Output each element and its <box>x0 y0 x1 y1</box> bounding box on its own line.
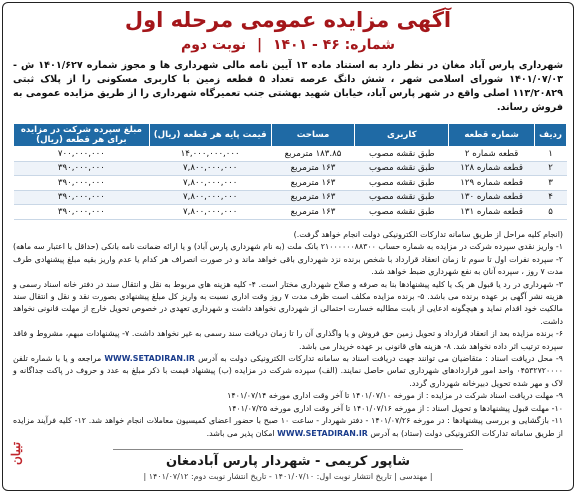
setad-website-link[interactable]: WWW.SETADIRAN.IR <box>277 428 368 438</box>
table-row <box>14 161 567 176</box>
cell-base-price: ۷,۸۰۰,۰۰۰,۰۰۰ <box>149 205 271 220</box>
cell-area: ۱۶۳ مترمربع <box>271 205 355 220</box>
cell-plot: قطعه شماره ۱۲۹ <box>449 176 535 191</box>
divider <box>113 449 463 450</box>
condition-text: ۱۱- بازگشایی و بررسی پیشنهادها : در مورخه ۱۴۰۱/۰۷/۲۶ - دفتر شهردار - ساعت ۱۰ صبح با حضور اعضای کمیسیون معاملات انجام خواهد شد. ۱۲- کلیه فرآیند مزایده از طریق سامانه تدارکات الکترونیکی دولت (ستاد) به آدرس <box>13 416 564 438</box>
col-header-base-price: قیمت پایه هر قطعه (ریال) <box>149 124 271 147</box>
cell-area: ۱۸۳.۸۵ مترمربع <box>271 147 355 162</box>
cell-base-price: ۷,۸۰۰,۰۰۰,۰۰۰ <box>149 190 271 205</box>
cell-base-price: ۷,۸۰۰,۰۰۰,۰۰۰ <box>149 161 271 176</box>
condition-text: امکان پذیر می باشد. <box>206 428 275 438</box>
col-header-row: ردیف <box>535 124 567 147</box>
setad-website-link[interactable]: WWW.SETADIRAN.IR <box>104 354 196 364</box>
cell-deposit: ۳۹۰,۰۰۰,۰۰۰ <box>14 176 150 191</box>
notice-number-line <box>3 35 573 55</box>
condition-paragraph: ۳- شهرداری در رد یا قبول هر یک یا کلیه پیشنهادها بنا به صرفه و صلاح شهرداری مختار است. ۴- کلیه هزینه های مربوط به نقل و انتقال سند در دفتر خانه اسناد رسمی و هزینه نشر آگهی بر عهده برنده می باشد. ۵- برنده مزایده مکلف است ظرف مدت ۷ روز وقت اداری نسبت به واریز کل مبلغ پیشنهادی بصورت نقد و نقل و انتقال سند مالکیت خود اقدام نماید و هیچگونه ادعایی از بابت مطالبه خسارت احتمالی از شهرداری نخواهد داشت و شهرداری تعهدی در خصوص تحویل خارج از مهلت قانونی نخواهد داشت. <box>13 279 564 326</box>
condition-paragraph: ۱۰- مهلت قبول پیشنهادها و تحویل اسناد : از مورخه ۱۴۰۱/۰۷/۱۶ تا آخر وقت اداری مورخه ۱۴۰۱/۰۷/۲۵ <box>227 403 563 413</box>
cell-row: ۱ <box>535 147 567 162</box>
table-header-row <box>14 124 567 147</box>
cell-row: ۵ <box>535 205 567 220</box>
condition-paragraph: ۹- مهلت دریافت اسناد شرکت در مزایده : از مورخه ۱۴۰۱/۰۷/۱۰ تا آخر وقت اداری مورخه ۱۴۰۱/۰۷/۱۴ <box>227 391 563 401</box>
cell-plot: قطعه شماره ۱۳۱ <box>449 205 535 220</box>
notice-title: آگهی مزایده عمومی مرحله اول <box>124 8 452 32</box>
cell-area: ۱۶۳ مترمربع <box>271 190 355 205</box>
cell-use: طبق نقشه مصوب <box>355 205 449 220</box>
col-header-use: کاربری <box>355 124 449 147</box>
cell-deposit: ۳۹۰,۰۰۰,۰۰۰ <box>14 205 150 220</box>
cell-row: ۲ <box>535 161 567 176</box>
cell-area: ۱۶۳ مترمربع <box>271 161 355 176</box>
col-header-plot: شماره قطعه <box>449 124 535 147</box>
cell-row: ۳ <box>535 176 567 191</box>
condition-paragraph <box>13 353 563 390</box>
cell-row: ۴ <box>535 190 567 205</box>
condition-text: مراجعه و یا با شماره تلفن ۰۴۵۳۲۷۲۰۰۰۰ واحد امور قراردادهای شهرداری تماس حاصل نمایند. (الف) سپرده شرکت در مزایده (ب) پیشنهاد قیمت با ذکر مبلغ به عدد و حروف در پاکت جداگانه و لاک و مهر شده تحویل دبیرخانه شهرداری گردد. <box>13 354 563 388</box>
publisher-logo: تبیان <box>9 441 23 465</box>
conditions-text <box>13 229 563 440</box>
auction-notice <box>2 2 574 491</box>
condition-paragraph <box>13 415 563 440</box>
table-row <box>14 147 567 162</box>
cell-deposit: ۳۹۰,۰۰۰,۰۰۰ <box>14 161 150 176</box>
notice-header <box>3 7 573 55</box>
signature-name: شاپور کریمی - شهردار پارس آبادمغان <box>165 454 411 469</box>
cell-use: طبق نقشه مصوب <box>355 176 449 191</box>
signature-block <box>3 453 573 483</box>
condition-text: ۹- محل دریافت اسناد : متقاضیان می توانند جهت دریافت اسناد به سامانه تدارکات الکترونیکی دولت به آدرس <box>198 354 563 364</box>
col-header-deposit: مبلغ سپرده شرکت در مزایده برای هر قطعه (ریال) <box>14 124 150 147</box>
cell-plot: قطعه شماره ۱۲۸ <box>449 161 535 176</box>
cell-use: طبق نقشه مصوب <box>355 190 449 205</box>
cell-base-price: ۱۴,۰۰۰,۰۰۰,۰۰۰ <box>149 147 271 162</box>
publication-dates: | مهندسی | تاریخ انتشار نوبت اول: ۱۴۰۱/۰۷/۱۰ - تاریخ انتشار نوبت دوم: ۱۴۰۱/۰۷/۱۲ | <box>143 472 433 481</box>
col-header-area: مساحت <box>271 124 355 147</box>
notice-round: نوبت دوم <box>180 37 247 53</box>
plots-table <box>13 123 567 220</box>
cell-use: طبق نقشه مصوب <box>355 161 449 176</box>
condition-note: (انجام کلیه مراحل از طریق سامانه تدارکات الکترونیکی دولت انجام خواهد گرفت.) <box>293 230 563 239</box>
cell-area: ۱۶۳ مترمربع <box>271 176 355 191</box>
condition-paragraph: ۶- برنده مزایده بعد از انعقاد قرارداد و تحویل زمین حق فروش و یا واگذاری آن را تا زمان دریافت سند رسمی به غیر نخواهد داشت. ۷- پیشنهادات مبهم، مشروط و فاقد سپرده ترتیب اثر داده نخواهد شد. ۸- هزینه های قانونی بر عهده خریدار می باشد. <box>13 329 563 351</box>
separator: | <box>256 37 263 53</box>
notice-number: شماره: ۴۶ - ۱۴۰۱ <box>272 37 396 53</box>
table-row <box>14 190 567 205</box>
cell-use: طبق نقشه مصوب <box>355 147 449 162</box>
table-row <box>14 205 567 220</box>
cell-plot: قطعه شماره ۲ <box>449 147 535 162</box>
intro-paragraph: شهرداری پارس آباد مغان در نظر دارد به استناد ماده ۱۳ آیین نامه مالی شهرداری ها و مجوز شماره ۱۴۰۱/۶۲۷ ش - ۱۴۰۱/۰۷/۰۳ شورای اسلامی شهر ، شش دانگ عرصه تعداد ۵ قطعه زمین با کاربری مسکونی را از پلاک ثبتی ۱۱۳/۲۰۸۲۹ اصلی واقع در شهر پارس آباد، خیابان شهید بهشتی جنب تعمیرگاه شهرداری را از طریق مزایده عمومی به فروش رساند. <box>13 60 564 113</box>
condition-paragraph: ۱- واریز نقدی سپرده شرکت در مزایده به شماره حساب ۲۱۰۰۰۰۰۰۸۸۳۰۰ بانک ملت (به نام شهرداری پارس آباد) و یا ارائه ضمانت نامه بانکی (حداقل با اعتبار سه ماهه) ۲- سپرده نفرات اول تا سوم تا زمان انعقاد قرارداد با شخص برنده نزد شهرداری باقی خواهد ماند و در صورت انصراف هر کدام یا عدم واریز بقیه مبلغ پیشنهادی طرف مدت ۷ روز ، سپرده آنان به نفع شهرداری ضبط خواهد شد. <box>13 242 563 277</box>
table-row <box>14 176 567 191</box>
cell-base-price: ۷,۸۰۰,۰۰۰,۰۰۰ <box>149 176 271 191</box>
cell-deposit: ۷۰۰,۰۰۰,۰۰۰ <box>14 147 150 162</box>
cell-deposit: ۳۹۰,۰۰۰,۰۰۰ <box>14 190 150 205</box>
cell-plot: قطعه شماره ۱۳۰ <box>449 190 535 205</box>
